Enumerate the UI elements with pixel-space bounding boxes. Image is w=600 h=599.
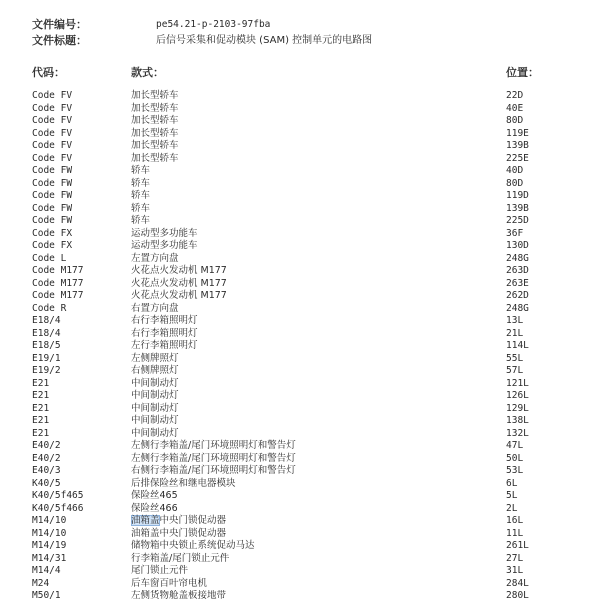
row-style: 加长型轿车 [131,127,179,139]
row-code: Code FV [32,90,73,101]
row-position: 280L [506,590,529,599]
table-row [0,103,600,116]
row-position: 248G [506,252,529,264]
table-row [0,165,600,178]
row-code: Code M177 [32,265,84,276]
row-style: 后排保险丝和继电器模块 [131,477,236,489]
row-position: 121L [506,377,529,389]
row-style: 右侧牌照灯 [131,365,179,376]
row-code: E18/5 [32,340,61,351]
row-code: M14/10 [32,515,67,526]
row-style: 尾门锁止元件 [131,565,189,576]
row-code: M14/31 [32,552,67,564]
table-row [0,253,600,266]
row-code: E19/1 [32,352,61,364]
row-style: 中间制动灯 [131,390,179,401]
table-row [0,228,600,241]
table-row [0,353,600,366]
row-code: E21 [32,427,50,439]
row-code: Code FV [32,115,73,126]
row-position: 225D [506,215,529,226]
row-style: 左侧牌照灯 [131,352,179,364]
row-code: Code L [32,252,67,264]
row-position: 261L [506,540,529,551]
row-position: 138L [506,415,529,426]
row-position: 284L [506,577,529,589]
row-position: 5L [506,490,518,501]
row-code: Code M177 [32,277,84,289]
row-code: E40/3 [32,465,61,476]
table-row [0,365,600,378]
row-code: Code FW [32,190,73,201]
row-style: 左侧行李箱盖/尾门环境照明灯和警告灯 [131,452,296,464]
row-code: K40/5f466 [32,502,84,514]
row-code: Code FV [32,102,73,114]
table-row [0,153,600,166]
row-style: 轿车 [131,177,151,189]
row-style: 运动型多功能车 [131,240,198,251]
table-row [0,90,600,103]
table-row [0,428,600,441]
row-style: 运动型多功能车 [131,227,198,239]
table-row [0,515,600,528]
text-selection-highlight: 油箱盖 [131,515,160,526]
row-style: 保险丝465 [131,490,178,501]
table-row [0,278,600,291]
row-position: 13L [506,315,524,326]
row-position: 129L [506,402,529,414]
row-style: 中间制动灯 [131,377,179,389]
row-code: M24 [32,577,50,589]
row-position: 50L [506,452,524,464]
row-style: 火花点火发动机 M177 [131,277,227,289]
row-style: 后车窗百叶帘电机 [131,577,208,589]
row-style: 右侧行李箱盖/尾门环境照明灯和警告灯 [131,465,296,476]
row-position: 21L [506,327,524,339]
row-style: 右置方向盘 [131,302,179,314]
doc-title-label: 文件标题： [32,34,87,47]
table-row [0,303,600,316]
row-code: K40/5f465 [32,490,84,501]
row-code: Code FX [32,240,73,251]
table-row [0,128,600,141]
table-row [0,465,600,478]
row-position: 6L [506,477,518,489]
table-row [0,403,600,416]
row-style: 中间制动灯 [131,415,179,426]
row-style: 左行李箱照明灯 [131,340,198,351]
table-row [0,540,600,553]
row-position: 80D [506,177,524,189]
doc-number: pe54.21-p-2103-97fba [156,19,271,30]
row-style: 中间制动灯 [131,427,179,439]
column-header-position: 位置： [506,66,539,79]
table-row [0,503,600,516]
table-row [0,140,600,153]
table-row [0,490,600,503]
table-row [0,240,600,253]
row-style: 油箱盖中央门锁促动器 [131,527,227,539]
column-header-style: 款式： [131,66,164,79]
table-row [0,378,600,391]
row-code: M50/1 [32,590,61,599]
table-row [0,190,600,203]
row-position: 36F [506,227,524,239]
table-row [0,415,600,428]
row-position: 119D [506,190,529,201]
row-style: 加长型轿车 [131,140,179,151]
row-position: 53L [506,465,524,476]
row-style: 左置方向盘 [131,252,179,264]
row-position: 114L [506,340,529,351]
table-row [0,578,600,591]
table-row [0,553,600,566]
row-position: 225E [506,152,529,164]
row-position: 263E [506,277,529,289]
row-style: 保险丝466 [131,502,178,514]
row-code: Code FW [32,165,73,176]
row-code: M14/10 [32,527,67,539]
row-code: E19/2 [32,365,61,376]
row-code: Code FV [32,140,73,151]
row-position: 139B [506,140,529,151]
table-row [0,590,600,599]
row-style: 油箱盖中央门锁促动器 [131,515,227,526]
row-position: 55L [506,352,524,364]
table-row [0,215,600,228]
row-code: M14/4 [32,565,61,576]
row-code: Code FW [32,202,73,214]
table-row [0,453,600,466]
row-position: 40E [506,102,524,114]
table-row [0,265,600,278]
table-row [0,315,600,328]
table-row [0,115,600,128]
row-code: Code FV [32,127,73,139]
code-table [0,90,600,599]
row-position: 119E [506,127,529,139]
row-style: 加长型轿车 [131,90,179,101]
row-style: 中间制动灯 [131,402,179,414]
row-code: Code M177 [32,290,84,301]
row-position: 263D [506,265,529,276]
row-style: 加长型轿车 [131,102,179,114]
row-code: Code FX [32,227,73,239]
row-code: M14/19 [32,540,67,551]
row-style: 火花点火发动机 M177 [131,265,227,276]
row-style: 行李箱盖/尾门锁止元件 [131,552,230,564]
row-position: 2L [506,502,518,514]
row-position: 11L [506,527,524,539]
row-style: 左侧行李箱盖/尾门环境照明灯和警告灯 [131,440,296,451]
table-row [0,478,600,491]
row-position: 47L [506,440,524,451]
row-position: 16L [506,515,524,526]
row-position: 262D [506,290,529,301]
row-code: E21 [32,390,50,401]
doc-number-label: 文件编号： [32,18,87,31]
row-code: E18/4 [32,327,61,339]
row-code: E40/2 [32,452,61,464]
row-position: 31L [506,565,524,576]
row-position: 130D [506,240,529,251]
doc-title: 后信号采集和促动模块 (SAM) 控制单元的电路图 [156,35,373,46]
row-style: 轿车 [131,165,151,176]
row-position: 57L [506,365,524,376]
table-row [0,290,600,303]
row-code: E21 [32,415,50,426]
table-row [0,178,600,191]
row-style: 右行李箱照明灯 [131,327,198,339]
row-style: 右行李箱照明灯 [131,315,198,326]
row-style: 火花点火发动机 M177 [131,290,227,301]
table-row [0,390,600,403]
row-style: 轿车 [131,215,151,226]
row-position: 27L [506,552,524,564]
row-code: E40/2 [32,440,61,451]
table-row [0,528,600,541]
table-row [0,203,600,216]
row-style: 加长型轿车 [131,115,179,126]
row-code: E21 [32,402,50,414]
row-position: 132L [506,427,529,439]
row-style: 加长型轿车 [131,152,179,164]
row-position: 139B [506,202,529,214]
row-position: 80D [506,115,524,126]
row-style: 左侧货物舱盖板接地带 [131,590,227,599]
row-code: Code FV [32,152,73,164]
row-style: 轿车 [131,202,151,214]
row-position: 126L [506,390,529,401]
row-code: Code FW [32,215,73,226]
table-row [0,440,600,453]
table-row [0,565,600,578]
row-style: 轿车 [131,190,151,201]
row-position: 40D [506,165,524,176]
row-code: Code R [32,302,67,314]
table-row [0,328,600,341]
row-code: E21 [32,377,50,389]
row-style: 储物箱中央锁止系统促动马达 [131,540,255,551]
row-code: E18/4 [32,315,61,326]
row-code: K40/5 [32,477,61,489]
column-header-code: 代码： [32,66,65,79]
row-position: 22D [506,90,524,101]
table-row [0,340,600,353]
row-position: 248G [506,302,529,314]
row-code: Code FW [32,177,73,189]
